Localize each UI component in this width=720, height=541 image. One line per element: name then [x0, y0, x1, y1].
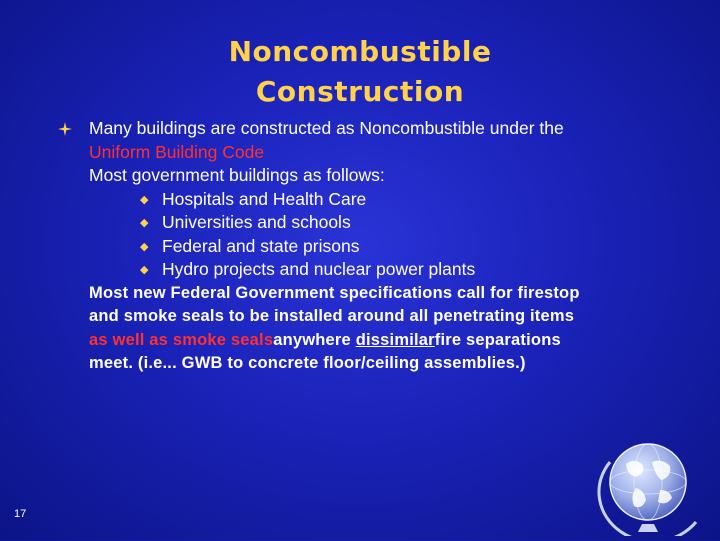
paragraph-3-line-2: and smoke seals to be installed around all penetrating items [89, 307, 575, 325]
title-line-2: Construction [255, 75, 465, 108]
globe-icon [596, 432, 708, 536]
fire-separations-text: fire separations [434, 330, 561, 349]
paragraph-3-line-3 [89, 329, 699, 353]
paragraph-1-line-2: Uniform Building Code [89, 141, 265, 162]
diamond-bullet-icon: ◆ [140, 240, 149, 253]
list-item [89, 188, 699, 212]
dissimilar-underlined: dissimilar [355, 330, 435, 349]
list-item [89, 211, 699, 235]
diamond-bullet-icon: ◆ [140, 193, 149, 206]
paragraph-2-intro: Most government buildings as follows: [89, 165, 385, 185]
slide-title [0, 32, 720, 112]
list-item-label: Universities and schools [162, 212, 351, 232]
list-item-label: Hospitals and Health Care [162, 188, 367, 209]
list-item-label: Federal and state prisons [162, 235, 360, 256]
smoke-seals-highlight: as well as smoke seals [89, 330, 274, 349]
paragraph-3-line-4: meet. (i.e... GWB to concrete floor/ceiling assemblies.) [89, 354, 526, 372]
title-line-1: Noncombustible [228, 35, 492, 68]
paragraph-1-line-1: Many buildings are constructed as Noncombustible under the [89, 118, 564, 138]
slide-body [89, 117, 699, 376]
list-item [89, 258, 699, 282]
page-number: 17 [14, 508, 27, 520]
anywhere-text: anywhere [273, 330, 356, 349]
paragraph-3-line-1: Most new Federal Government specifications call for firestop [89, 283, 580, 302]
four-point-star-icon [58, 122, 72, 136]
diamond-bullet-icon: ◆ [140, 217, 149, 229]
list-item-label: Hydro projects and nuclear power plants [162, 259, 476, 279]
diamond-bullet-icon: ◆ [140, 264, 149, 276]
list-item [89, 235, 699, 259]
